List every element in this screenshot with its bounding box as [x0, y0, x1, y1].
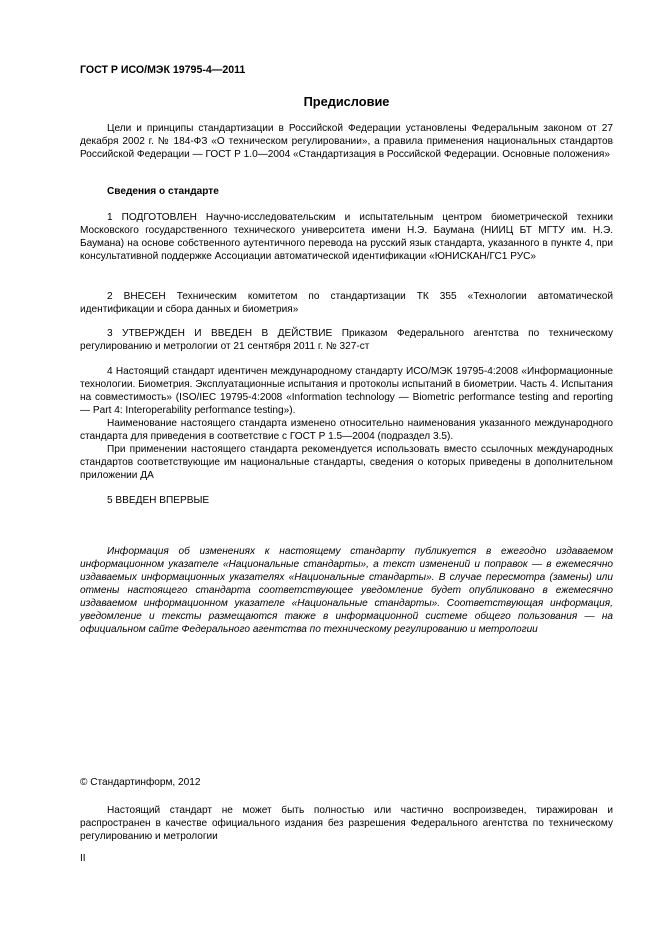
standard-item-5: 5 ВВЕДЕН ВПЕРВЫЕ	[107, 495, 210, 506]
amendments-info-notice: Информация об изменениях к настоящему стандарту публикуется в ежегодно издаваемом информационном указателе «Национальные стандарты», а текст изменений и поправок — в ежемесячно издаваемых информационных указателях «Национальные стандарты». В случае пересмотра (замены) или отмены настоящего стандарта соответствующее уведомление будет опубликовано в ежемесячно издаваемом информационном указателе «Национальные стандарты». Соответствующая информация, уведомление и тексты размещаются также в информационной системе общего пользования — на официальном сайте Федерального агентства по техническому регулированию и метрологии	[80, 546, 613, 635]
standard-item-4: 4 Настоящий стандарт идентичен международному стандарту ИСО/МЭК 19795-4:2008 «Информационные технологии. Биометрия. Эксплуатационные испытания и протоколы испытаний в биометрии. Часть 4. Испытания на совместимость» (ISO/IEC 19795-4:2008 «Information technology — Biometric performance testing and reporting — Part 4: Interoperability performance testing»).	[80, 366, 613, 416]
preface-intro-paragraph: Цели и принципы стандартизации в Российской Федерации установлены Федеральным законом от 27 декабря 2002 г. № 184-ФЗ «О техническом регулировании», а правила применения национальных стандартов Российской Федерации — ГОСТ Р 1.0—2004 «Стандартизация в Российской Федерации. Основные положения»	[80, 123, 613, 160]
standard-info-subtitle: Сведения о стандарте	[107, 186, 219, 197]
preface-title: Предисловие	[303, 94, 390, 109]
document-page	[80, 0, 613, 936]
standard-item-4-note-name-change: Наименование настоящего стандарта изменено относительно наименования указанного международного стандарта для приведения в соответствие с ГОСТ Р 1.5—2004 (подраздел 3.5).	[80, 418, 613, 442]
standard-item-2: 2 ВНЕСЕН Техническим комитетом по стандартизации ТК 355 «Технологии автоматической идентификации и сбора данных и биометрия»	[80, 291, 613, 315]
document-header-standard-id: ГОСТ Р ИСО/МЭК 19795-4—2011	[80, 64, 246, 76]
page-number: II	[80, 853, 86, 864]
copyright-notice: © Стандартинформ, 2012	[80, 777, 201, 788]
standard-item-1: 1 ПОДГОТОВЛЕН Научно-исследовательским и испытательным центром биометрической техники Московского государственного технического университета имени Н.Э. Баумана (НИИЦ БТ МГТУ им. Н.Э. Баумана) на основе собственного аутентичного перевода на русский язык стандарта, указанного в пункте 4, при консультативной поддержке Ассоциации автоматической идентификации «ЮНИСКАН/ГС1 РУС»	[80, 212, 613, 262]
standard-item-3: 3 УТВЕРЖДЕН И ВВЕДЕН В ДЕЙСТВИЕ Приказом Федерального агентства по техническому регулированию и метрологии от 21 сентября 2011 г. № 327-ст	[80, 328, 613, 352]
reproduction-rights-notice: Настоящий стандарт не может быть полностью или частично воспроизведен, тиражирован и распространен в качестве официального издания без разрешения Федерального агентства по техническому регулированию и метрологии	[80, 805, 613, 842]
standard-item-4-note-references: При применении настоящего стандарта рекомендуется использовать вместо ссылочных международных стандартов соответствующие им национальные стандарты, сведения о которых приведены в дополнительном приложении ДА	[80, 444, 613, 481]
